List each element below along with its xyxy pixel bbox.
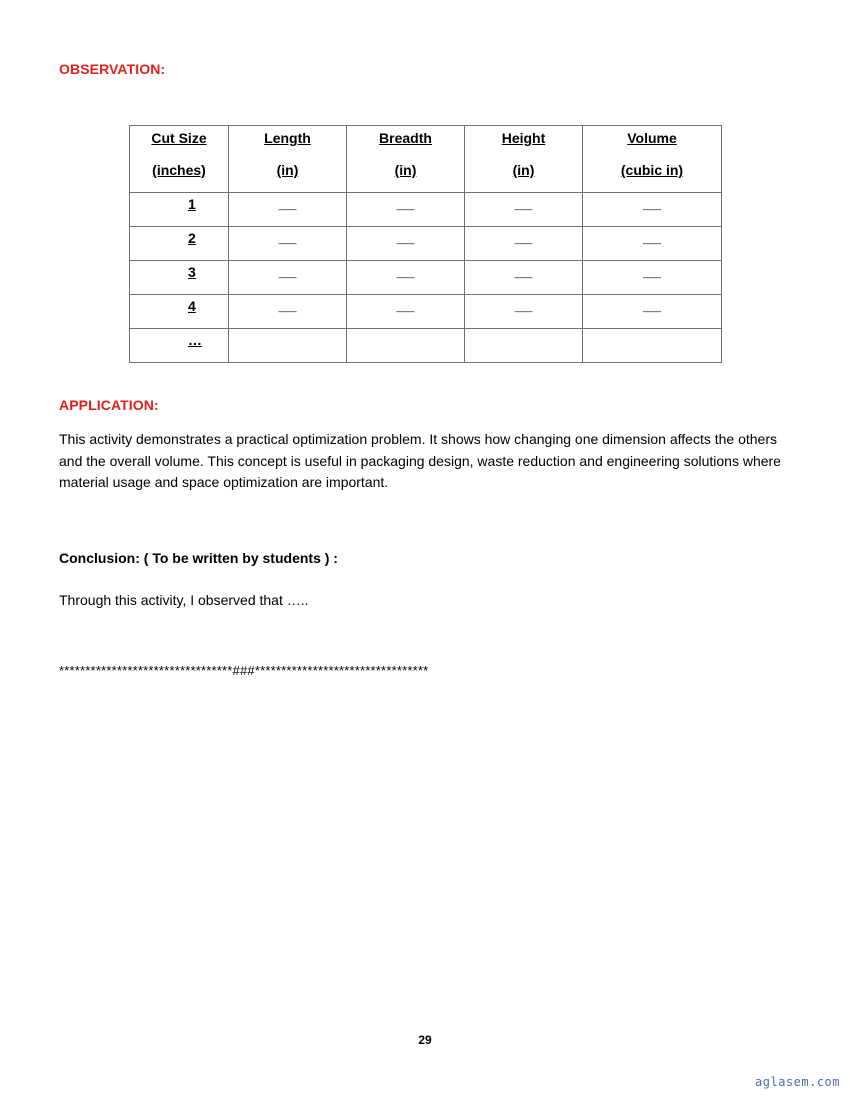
cell-volume: __ [583, 295, 722, 329]
cell-height: __ [465, 193, 583, 227]
application-heading: APPLICATION: [59, 397, 159, 413]
cell-volume [583, 329, 722, 363]
cell-breadth: __ [347, 295, 465, 329]
cell-cut-size: 4 [130, 295, 229, 329]
cell-height: __ [465, 227, 583, 261]
cell-volume: __ [583, 227, 722, 261]
cell-cut-size: 3 [130, 261, 229, 295]
table-row [130, 227, 722, 261]
cell-breadth [347, 329, 465, 363]
cell-length: __ [229, 227, 347, 261]
cell-height: __ [465, 295, 583, 329]
header-height: Height (in) [465, 126, 583, 193]
cell-height: __ [465, 261, 583, 295]
cell-volume: __ [583, 193, 722, 227]
header-length: Length (in) [229, 126, 347, 193]
application-paragraph: This activity demonstrates a practical optimization problem. It shows how changing one dimension affects the others and the overall volume. This concept is useful in packaging design, waste reduction and engineering solutions where material usage and space optimization are important. [59, 431, 781, 490]
cell-breadth: __ [347, 227, 465, 261]
conclusion-heading: Conclusion: ( To be written by students ) : [59, 550, 338, 566]
header-breadth: Breadth (in) [347, 126, 465, 193]
cell-height [465, 329, 583, 363]
cell-length: __ [229, 193, 347, 227]
observation-heading: OBSERVATION: [59, 61, 166, 77]
conclusion-paragraph: Through this activity, I observed that ….. [59, 592, 309, 608]
table-row [130, 193, 722, 227]
watermark: aglasem.com [755, 1075, 840, 1089]
cell-breadth: __ [347, 193, 465, 227]
page-number: 29 [418, 1033, 432, 1047]
table-row [130, 295, 722, 329]
table-row [130, 329, 722, 363]
cell-cut-size: … [130, 329, 229, 363]
cell-cut-size: 1 [130, 193, 229, 227]
table-row [130, 261, 722, 295]
table-header-row [130, 126, 722, 193]
cell-cut-size: 2 [130, 227, 229, 261]
cell-volume: __ [583, 261, 722, 295]
cell-length: __ [229, 261, 347, 295]
cell-breadth: __ [347, 261, 465, 295]
cell-length: __ [229, 295, 347, 329]
header-volume: Volume (cubic in) [583, 126, 722, 193]
separator-line: *********************************###********************************* [59, 663, 429, 678]
observation-table [129, 125, 722, 363]
cell-length [229, 329, 347, 363]
header-cut-size: Cut Size (inches) [130, 126, 229, 193]
